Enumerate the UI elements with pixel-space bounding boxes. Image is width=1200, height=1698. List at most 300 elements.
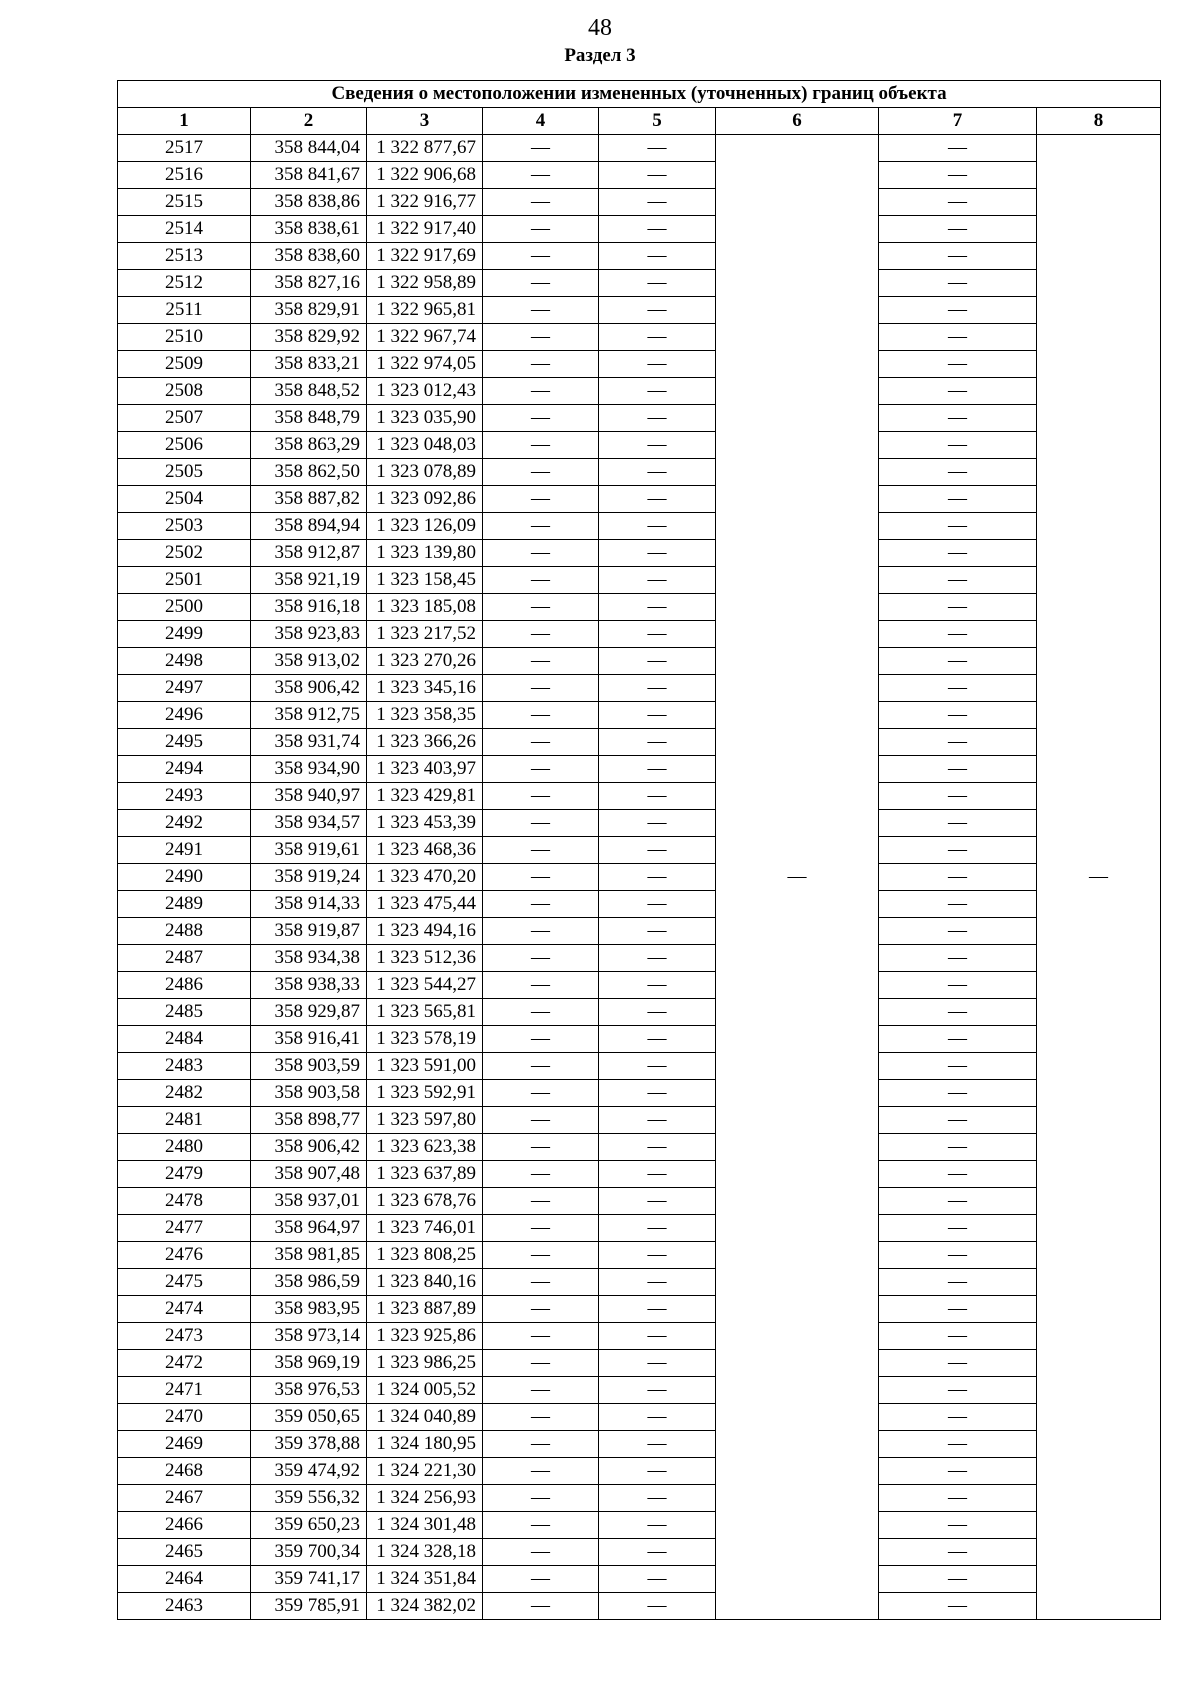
y-coordinate-cell: 1 323 270,26 bbox=[367, 648, 483, 675]
column-5-cell: — bbox=[599, 324, 716, 351]
table-row bbox=[118, 1053, 1161, 1080]
column-7-cell: — bbox=[879, 1458, 1037, 1485]
point-number-cell: 2491 bbox=[118, 837, 251, 864]
y-coordinate-cell: 1 322 974,05 bbox=[367, 351, 483, 378]
y-coordinate-cell: 1 322 917,40 bbox=[367, 216, 483, 243]
column-7-cell: — bbox=[879, 972, 1037, 999]
y-coordinate-cell: 1 322 967,74 bbox=[367, 324, 483, 351]
x-coordinate-cell: 358 838,60 bbox=[251, 243, 367, 270]
column-7-cell: — bbox=[879, 378, 1037, 405]
table-row bbox=[118, 1026, 1161, 1053]
y-coordinate-cell: 1 323 494,16 bbox=[367, 918, 483, 945]
table-row bbox=[118, 918, 1161, 945]
column-7-cell: — bbox=[879, 621, 1037, 648]
y-coordinate-cell: 1 323 925,86 bbox=[367, 1323, 483, 1350]
y-coordinate-cell: 1 323 158,45 bbox=[367, 567, 483, 594]
column-7-cell: — bbox=[879, 135, 1037, 162]
column-4-cell: — bbox=[483, 1026, 599, 1053]
x-coordinate-cell: 358 833,21 bbox=[251, 351, 367, 378]
column-7-cell: — bbox=[879, 1593, 1037, 1620]
table-row bbox=[118, 945, 1161, 972]
column-7-cell: — bbox=[879, 459, 1037, 486]
point-number-cell: 2488 bbox=[118, 918, 251, 945]
column-4-cell: — bbox=[483, 918, 599, 945]
column-4-cell: — bbox=[483, 1566, 599, 1593]
y-coordinate-cell: 1 322 916,77 bbox=[367, 189, 483, 216]
column-4-cell: — bbox=[483, 513, 599, 540]
column-4-cell: — bbox=[483, 729, 599, 756]
column-4-cell: — bbox=[483, 432, 599, 459]
y-coordinate-cell: 1 323 366,26 bbox=[367, 729, 483, 756]
point-number-cell: 2509 bbox=[118, 351, 251, 378]
table-row bbox=[118, 1566, 1161, 1593]
column-5-cell: — bbox=[599, 1188, 716, 1215]
x-coordinate-cell: 358 898,77 bbox=[251, 1107, 367, 1134]
point-number-cell: 2468 bbox=[118, 1458, 251, 1485]
column-7-cell: — bbox=[879, 351, 1037, 378]
x-coordinate-cell: 358 916,18 bbox=[251, 594, 367, 621]
column-4-cell: — bbox=[483, 810, 599, 837]
page-number: 48 bbox=[588, 15, 612, 41]
column-5-cell: — bbox=[599, 1107, 716, 1134]
column-5-cell: — bbox=[599, 1566, 716, 1593]
column-5-cell: — bbox=[599, 432, 716, 459]
table-row bbox=[118, 1269, 1161, 1296]
column-7-cell: — bbox=[879, 297, 1037, 324]
column-5-cell: — bbox=[599, 1539, 716, 1566]
column-5-cell: — bbox=[599, 891, 716, 918]
table-caption: Сведения о местоположении измененных (уточненных) границ объекта bbox=[118, 81, 1161, 108]
y-coordinate-cell: 1 323 597,80 bbox=[367, 1107, 483, 1134]
y-coordinate-cell: 1 322 958,89 bbox=[367, 270, 483, 297]
column-5-cell: — bbox=[599, 459, 716, 486]
column-5-cell: — bbox=[599, 756, 716, 783]
point-number-cell: 2493 bbox=[118, 783, 251, 810]
point-number-cell: 2516 bbox=[118, 162, 251, 189]
y-coordinate-cell: 1 323 592,91 bbox=[367, 1080, 483, 1107]
column-4-cell: — bbox=[483, 864, 599, 891]
x-coordinate-cell: 358 934,38 bbox=[251, 945, 367, 972]
column-7-cell: — bbox=[879, 1323, 1037, 1350]
x-coordinate-cell: 358 964,97 bbox=[251, 1215, 367, 1242]
y-coordinate-cell: 1 323 217,52 bbox=[367, 621, 483, 648]
x-coordinate-cell: 358 986,59 bbox=[251, 1269, 367, 1296]
x-coordinate-cell: 359 700,34 bbox=[251, 1539, 367, 1566]
point-number-cell: 2483 bbox=[118, 1053, 251, 1080]
y-coordinate-cell: 1 323 126,09 bbox=[367, 513, 483, 540]
x-coordinate-cell: 358 969,19 bbox=[251, 1350, 367, 1377]
point-number-cell: 2515 bbox=[118, 189, 251, 216]
y-coordinate-cell: 1 323 678,76 bbox=[367, 1188, 483, 1215]
point-number-cell: 2475 bbox=[118, 1269, 251, 1296]
column-5-cell: — bbox=[599, 567, 716, 594]
column-5-cell: — bbox=[599, 135, 716, 162]
table-row bbox=[118, 756, 1161, 783]
point-number-cell: 2487 bbox=[118, 945, 251, 972]
column-5-cell: — bbox=[599, 351, 716, 378]
column-7-cell: — bbox=[879, 918, 1037, 945]
x-coordinate-cell: 358 912,75 bbox=[251, 702, 367, 729]
point-number-cell: 2467 bbox=[118, 1485, 251, 1512]
column-4-cell: — bbox=[483, 837, 599, 864]
column-5-cell: — bbox=[599, 1431, 716, 1458]
x-coordinate-cell: 358 912,87 bbox=[251, 540, 367, 567]
y-coordinate-cell: 1 323 623,38 bbox=[367, 1134, 483, 1161]
column-4-cell: — bbox=[483, 1431, 599, 1458]
table-row bbox=[118, 1323, 1161, 1350]
column-4-cell: — bbox=[483, 1188, 599, 1215]
y-coordinate-cell: 1 322 877,67 bbox=[367, 135, 483, 162]
column-header: 6 bbox=[716, 108, 879, 135]
point-number-cell: 2465 bbox=[118, 1539, 251, 1566]
column-7-cell: — bbox=[879, 1404, 1037, 1431]
x-coordinate-cell: 358 848,52 bbox=[251, 378, 367, 405]
y-coordinate-cell: 1 323 453,39 bbox=[367, 810, 483, 837]
column-5-cell: — bbox=[599, 702, 716, 729]
point-number-cell: 2463 bbox=[118, 1593, 251, 1620]
x-coordinate-cell: 358 973,14 bbox=[251, 1323, 367, 1350]
column-4-cell: — bbox=[483, 1242, 599, 1269]
column-header: 3 bbox=[367, 108, 483, 135]
x-coordinate-cell: 359 650,23 bbox=[251, 1512, 367, 1539]
table-row bbox=[118, 1107, 1161, 1134]
section-title: Раздел 3 bbox=[564, 45, 636, 66]
y-coordinate-cell: 1 323 468,36 bbox=[367, 837, 483, 864]
column-5-cell: — bbox=[599, 270, 716, 297]
column-5-cell: — bbox=[599, 405, 716, 432]
y-coordinate-cell: 1 323 512,36 bbox=[367, 945, 483, 972]
y-coordinate-cell: 1 324 180,95 bbox=[367, 1431, 483, 1458]
coordinates-table bbox=[117, 80, 1161, 1620]
y-coordinate-cell: 1 323 358,35 bbox=[367, 702, 483, 729]
point-number-cell: 2503 bbox=[118, 513, 251, 540]
x-coordinate-cell: 358 903,58 bbox=[251, 1080, 367, 1107]
table-row bbox=[118, 1161, 1161, 1188]
column-4-cell: — bbox=[483, 540, 599, 567]
x-coordinate-cell: 359 741,17 bbox=[251, 1566, 367, 1593]
column-5-cell: — bbox=[599, 1404, 716, 1431]
column-7-cell: — bbox=[879, 162, 1037, 189]
point-number-cell: 2482 bbox=[118, 1080, 251, 1107]
x-coordinate-cell: 358 862,50 bbox=[251, 459, 367, 486]
y-coordinate-cell: 1 323 403,97 bbox=[367, 756, 483, 783]
column-5-cell: — bbox=[599, 810, 716, 837]
x-coordinate-cell: 358 887,82 bbox=[251, 486, 367, 513]
column-7-cell: — bbox=[879, 1053, 1037, 1080]
point-number-cell: 2497 bbox=[118, 675, 251, 702]
table-row bbox=[118, 1350, 1161, 1377]
column-7-cell: — bbox=[879, 1377, 1037, 1404]
x-coordinate-cell: 358 913,02 bbox=[251, 648, 367, 675]
point-number-cell: 2471 bbox=[118, 1377, 251, 1404]
column-8-merged-cell: — bbox=[1037, 135, 1161, 1620]
y-coordinate-cell: 1 323 035,90 bbox=[367, 405, 483, 432]
table-row bbox=[118, 1458, 1161, 1485]
table-body bbox=[118, 135, 1161, 1620]
y-coordinate-cell: 1 323 840,16 bbox=[367, 1269, 483, 1296]
x-coordinate-cell: 358 914,33 bbox=[251, 891, 367, 918]
y-coordinate-cell: 1 324 005,52 bbox=[367, 1377, 483, 1404]
x-coordinate-cell: 358 919,24 bbox=[251, 864, 367, 891]
column-5-cell: — bbox=[599, 999, 716, 1026]
point-number-cell: 2494 bbox=[118, 756, 251, 783]
column-5-cell: — bbox=[599, 945, 716, 972]
y-coordinate-cell: 1 323 887,89 bbox=[367, 1296, 483, 1323]
column-5-cell: — bbox=[599, 918, 716, 945]
column-5-cell: — bbox=[599, 162, 716, 189]
point-number-cell: 2492 bbox=[118, 810, 251, 837]
point-number-cell: 2476 bbox=[118, 1242, 251, 1269]
table-row bbox=[118, 810, 1161, 837]
table-row bbox=[118, 1377, 1161, 1404]
x-coordinate-cell: 358 938,33 bbox=[251, 972, 367, 999]
table-row bbox=[118, 783, 1161, 810]
table-row bbox=[118, 837, 1161, 864]
column-7-cell: — bbox=[879, 891, 1037, 918]
column-7-cell: — bbox=[879, 189, 1037, 216]
column-number-row bbox=[118, 108, 1161, 135]
table-row bbox=[118, 891, 1161, 918]
point-number-cell: 2485 bbox=[118, 999, 251, 1026]
column-7-cell: — bbox=[879, 1539, 1037, 1566]
point-number-cell: 2500 bbox=[118, 594, 251, 621]
point-number-cell: 2506 bbox=[118, 432, 251, 459]
table-row bbox=[118, 1296, 1161, 1323]
table-row bbox=[118, 459, 1161, 486]
point-number-cell: 2498 bbox=[118, 648, 251, 675]
column-5-cell: — bbox=[599, 1512, 716, 1539]
y-coordinate-cell: 1 324 221,30 bbox=[367, 1458, 483, 1485]
table-row bbox=[118, 513, 1161, 540]
column-header: 5 bbox=[599, 108, 716, 135]
point-number-cell: 2484 bbox=[118, 1026, 251, 1053]
x-coordinate-cell: 358 981,85 bbox=[251, 1242, 367, 1269]
column-4-cell: — bbox=[483, 297, 599, 324]
column-4-cell: — bbox=[483, 1296, 599, 1323]
column-5-cell: — bbox=[599, 540, 716, 567]
y-coordinate-cell: 1 323 048,03 bbox=[367, 432, 483, 459]
x-coordinate-cell: 358 838,86 bbox=[251, 189, 367, 216]
column-4-cell: — bbox=[483, 1134, 599, 1161]
y-coordinate-cell: 1 323 092,86 bbox=[367, 486, 483, 513]
column-6-merged-cell: — bbox=[716, 135, 879, 1620]
table-row bbox=[118, 972, 1161, 999]
x-coordinate-cell: 358 916,41 bbox=[251, 1026, 367, 1053]
column-5-cell: — bbox=[599, 1485, 716, 1512]
y-coordinate-cell: 1 323 345,16 bbox=[367, 675, 483, 702]
table-row bbox=[118, 1242, 1161, 1269]
x-coordinate-cell: 359 785,91 bbox=[251, 1593, 367, 1620]
column-4-cell: — bbox=[483, 648, 599, 675]
y-coordinate-cell: 1 324 328,18 bbox=[367, 1539, 483, 1566]
x-coordinate-cell: 358 829,92 bbox=[251, 324, 367, 351]
column-4-cell: — bbox=[483, 324, 599, 351]
y-coordinate-cell: 1 323 637,89 bbox=[367, 1161, 483, 1188]
column-5-cell: — bbox=[599, 648, 716, 675]
column-4-cell: — bbox=[483, 1512, 599, 1539]
x-coordinate-cell: 359 050,65 bbox=[251, 1404, 367, 1431]
column-4-cell: — bbox=[483, 162, 599, 189]
column-4-cell: — bbox=[483, 783, 599, 810]
column-7-cell: — bbox=[879, 1188, 1037, 1215]
table-row bbox=[118, 1134, 1161, 1161]
column-5-cell: — bbox=[599, 1323, 716, 1350]
column-7-cell: — bbox=[879, 1485, 1037, 1512]
column-5-cell: — bbox=[599, 972, 716, 999]
y-coordinate-cell: 1 323 139,80 bbox=[367, 540, 483, 567]
y-coordinate-cell: 1 324 351,84 bbox=[367, 1566, 483, 1593]
point-number-cell: 2504 bbox=[118, 486, 251, 513]
column-5-cell: — bbox=[599, 1458, 716, 1485]
point-number-cell: 2466 bbox=[118, 1512, 251, 1539]
x-coordinate-cell: 358 903,59 bbox=[251, 1053, 367, 1080]
column-7-cell: — bbox=[879, 837, 1037, 864]
column-4-cell: — bbox=[483, 135, 599, 162]
point-number-cell: 2470 bbox=[118, 1404, 251, 1431]
point-number-cell: 2479 bbox=[118, 1161, 251, 1188]
column-4-cell: — bbox=[483, 594, 599, 621]
point-number-cell: 2472 bbox=[118, 1350, 251, 1377]
column-7-cell: — bbox=[879, 486, 1037, 513]
column-4-cell: — bbox=[483, 1215, 599, 1242]
x-coordinate-cell: 359 556,32 bbox=[251, 1485, 367, 1512]
column-5-cell: — bbox=[599, 729, 716, 756]
x-coordinate-cell: 358 841,67 bbox=[251, 162, 367, 189]
column-4-cell: — bbox=[483, 702, 599, 729]
column-5-cell: — bbox=[599, 1593, 716, 1620]
table-row bbox=[118, 324, 1161, 351]
x-coordinate-cell: 358 848,79 bbox=[251, 405, 367, 432]
column-4-cell: — bbox=[483, 1323, 599, 1350]
column-5-cell: — bbox=[599, 1296, 716, 1323]
column-4-cell: — bbox=[483, 351, 599, 378]
column-4-cell: — bbox=[483, 189, 599, 216]
column-5-cell: — bbox=[599, 837, 716, 864]
column-5-cell: — bbox=[599, 1269, 716, 1296]
column-7-cell: — bbox=[879, 864, 1037, 891]
y-coordinate-cell: 1 324 382,02 bbox=[367, 1593, 483, 1620]
column-7-cell: — bbox=[879, 756, 1037, 783]
table-row bbox=[118, 1485, 1161, 1512]
point-number-cell: 2502 bbox=[118, 540, 251, 567]
column-header: 2 bbox=[251, 108, 367, 135]
table-row bbox=[118, 1539, 1161, 1566]
column-4-cell: — bbox=[483, 243, 599, 270]
table-row bbox=[118, 1431, 1161, 1458]
table-row bbox=[118, 1080, 1161, 1107]
column-5-cell: — bbox=[599, 189, 716, 216]
column-4-cell: — bbox=[483, 999, 599, 1026]
x-coordinate-cell: 358 827,16 bbox=[251, 270, 367, 297]
table-row bbox=[118, 999, 1161, 1026]
column-5-cell: — bbox=[599, 621, 716, 648]
x-coordinate-cell: 358 983,95 bbox=[251, 1296, 367, 1323]
point-number-cell: 2481 bbox=[118, 1107, 251, 1134]
column-header: 7 bbox=[879, 108, 1037, 135]
point-number-cell: 2469 bbox=[118, 1431, 251, 1458]
column-7-cell: — bbox=[879, 216, 1037, 243]
point-number-cell: 2505 bbox=[118, 459, 251, 486]
table-row bbox=[118, 702, 1161, 729]
table-row bbox=[118, 729, 1161, 756]
y-coordinate-cell: 1 323 185,08 bbox=[367, 594, 483, 621]
column-4-cell: — bbox=[483, 891, 599, 918]
column-4-cell: — bbox=[483, 1350, 599, 1377]
y-coordinate-cell: 1 323 544,27 bbox=[367, 972, 483, 999]
column-4-cell: — bbox=[483, 972, 599, 999]
y-coordinate-cell: 1 322 906,68 bbox=[367, 162, 483, 189]
y-coordinate-cell: 1 323 429,81 bbox=[367, 783, 483, 810]
column-5-cell: — bbox=[599, 1053, 716, 1080]
column-4-cell: — bbox=[483, 1161, 599, 1188]
table-row bbox=[118, 270, 1161, 297]
column-header: 1 bbox=[118, 108, 251, 135]
column-5-cell: — bbox=[599, 378, 716, 405]
column-7-cell: — bbox=[879, 675, 1037, 702]
column-4-cell: — bbox=[483, 1404, 599, 1431]
point-number-cell: 2477 bbox=[118, 1215, 251, 1242]
point-number-cell: 2480 bbox=[118, 1134, 251, 1161]
table-row bbox=[118, 378, 1161, 405]
x-coordinate-cell: 358 907,48 bbox=[251, 1161, 367, 1188]
column-5-cell: — bbox=[599, 486, 716, 513]
column-4-cell: — bbox=[483, 1485, 599, 1512]
column-4-cell: — bbox=[483, 405, 599, 432]
y-coordinate-cell: 1 322 917,69 bbox=[367, 243, 483, 270]
column-header: 8 bbox=[1037, 108, 1161, 135]
x-coordinate-cell: 359 378,88 bbox=[251, 1431, 367, 1458]
point-number-cell: 2517 bbox=[118, 135, 251, 162]
column-7-cell: — bbox=[879, 1107, 1037, 1134]
point-number-cell: 2512 bbox=[118, 270, 251, 297]
y-coordinate-cell: 1 324 301,48 bbox=[367, 1512, 483, 1539]
point-number-cell: 2490 bbox=[118, 864, 251, 891]
column-7-cell: — bbox=[879, 729, 1037, 756]
table-row bbox=[118, 432, 1161, 459]
column-7-cell: — bbox=[879, 1431, 1037, 1458]
column-4-cell: — bbox=[483, 270, 599, 297]
y-coordinate-cell: 1 324 256,93 bbox=[367, 1485, 483, 1512]
column-5-cell: — bbox=[599, 864, 716, 891]
x-coordinate-cell: 358 906,42 bbox=[251, 1134, 367, 1161]
point-number-cell: 2508 bbox=[118, 378, 251, 405]
x-coordinate-cell: 358 838,61 bbox=[251, 216, 367, 243]
column-4-cell: — bbox=[483, 567, 599, 594]
point-number-cell: 2514 bbox=[118, 216, 251, 243]
x-coordinate-cell: 358 940,97 bbox=[251, 783, 367, 810]
column-5-cell: — bbox=[599, 1134, 716, 1161]
column-4-cell: — bbox=[483, 1107, 599, 1134]
x-coordinate-cell: 358 937,01 bbox=[251, 1188, 367, 1215]
column-7-cell: — bbox=[879, 594, 1037, 621]
column-4-cell: — bbox=[483, 945, 599, 972]
x-coordinate-cell: 358 921,19 bbox=[251, 567, 367, 594]
column-7-cell: — bbox=[879, 540, 1037, 567]
column-7-cell: — bbox=[879, 1080, 1037, 1107]
column-5-cell: — bbox=[599, 1350, 716, 1377]
column-5-cell: — bbox=[599, 783, 716, 810]
column-5-cell: — bbox=[599, 1026, 716, 1053]
x-coordinate-cell: 358 923,83 bbox=[251, 621, 367, 648]
x-coordinate-cell: 359 474,92 bbox=[251, 1458, 367, 1485]
y-coordinate-cell: 1 324 040,89 bbox=[367, 1404, 483, 1431]
column-4-cell: — bbox=[483, 621, 599, 648]
point-number-cell: 2489 bbox=[118, 891, 251, 918]
column-7-cell: — bbox=[879, 1512, 1037, 1539]
column-7-cell: — bbox=[879, 1242, 1037, 1269]
y-coordinate-cell: 1 323 078,89 bbox=[367, 459, 483, 486]
column-4-cell: — bbox=[483, 459, 599, 486]
